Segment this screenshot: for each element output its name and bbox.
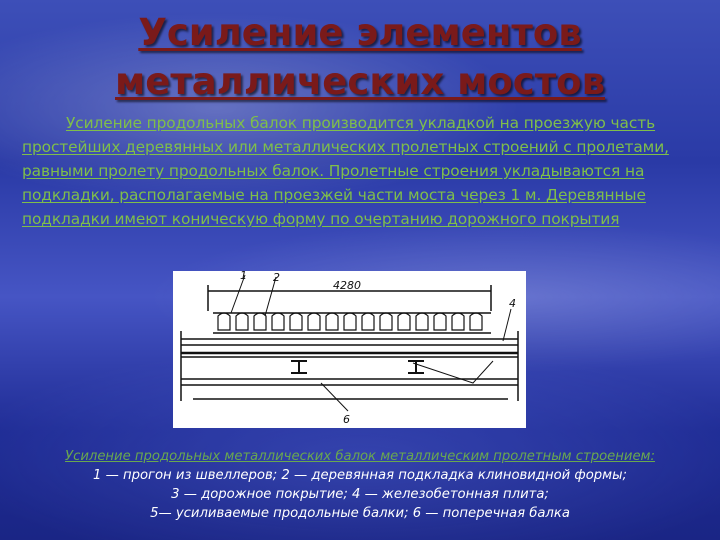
slide-title-line-2: металлических мостов — [115, 60, 605, 103]
longitudinal-beams — [291, 361, 424, 373]
drawing-svg — [173, 271, 526, 428]
figure-label-2: 2 — [273, 271, 280, 284]
caption-line-2: 3 — дорожное покрытие; 4 — железобетонная плита; — [171, 487, 549, 502]
bridge-reinforcement-drawing — [173, 271, 526, 428]
leader-4 — [503, 309, 511, 341]
caption-line-3: 5— усиливаемые продольные балки; 6 — поперечная балка — [150, 506, 570, 521]
wedge-pads — [218, 313, 482, 330]
slide-title — [0, 8, 720, 106]
figure-dimension: 4280 — [333, 279, 361, 292]
leader-6 — [321, 383, 348, 411]
caption-line-1: 1 — прогон из швеллеров; 2 — деревянная подкладка клиновидной формы; — [93, 468, 627, 483]
body-paragraph: Усиление продольных балок производится укладкой на проезжую часть простейших деревянных или металлических пролетных строений с пролетами, равными пролету продольных балок. Пролетные строения укладываются на подкладки, располагаемые на проезжей части моста через 1 м. Деревянные подкладки имеют коническую форму по очертанию дорожного покрытия — [22, 114, 669, 228]
figure-label-4: 4 — [509, 297, 516, 310]
figure-label-6: 6 — [343, 413, 350, 426]
figure-label-1: 1 — [240, 271, 247, 282]
slide-title-line-1: Усиление элементов — [138, 11, 582, 54]
caption-title: Усиление продольных металлических балок металлическим пролетным строением: — [65, 449, 655, 464]
figure-caption — [0, 447, 720, 523]
